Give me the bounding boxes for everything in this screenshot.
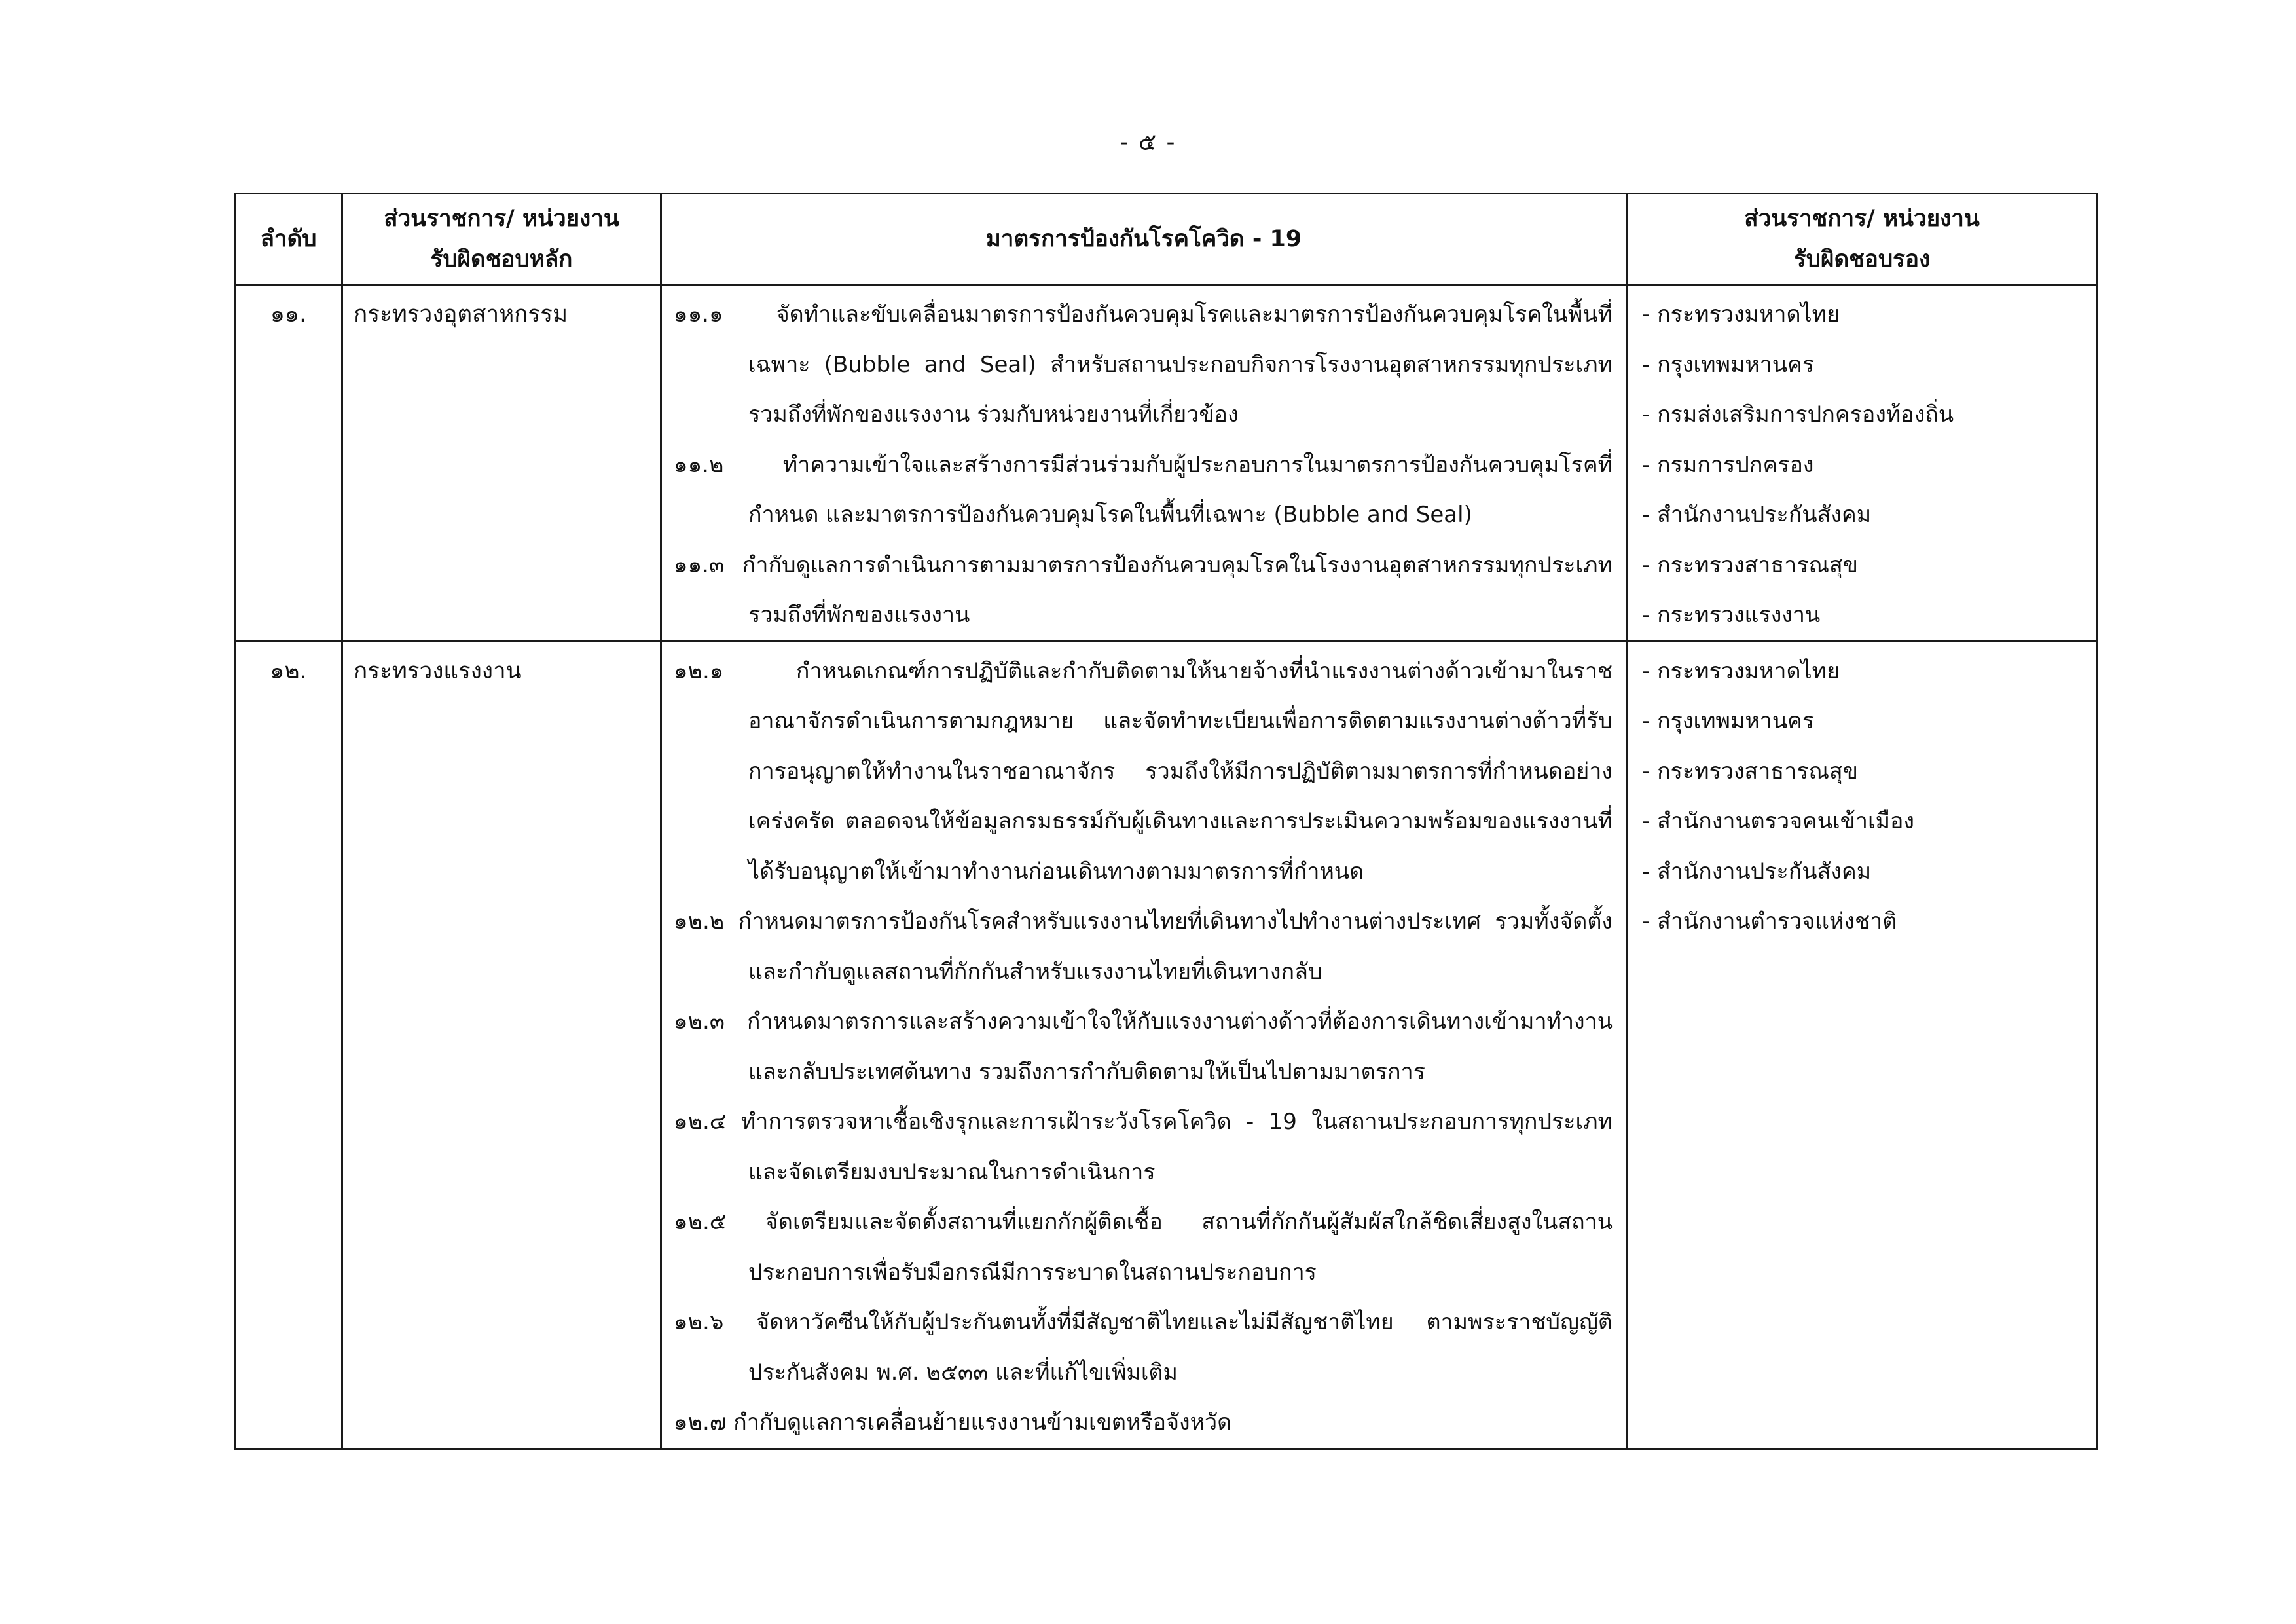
support-agency-item: - กรุงเทพมหานคร [1642, 351, 1815, 378]
measures-cell [661, 641, 1627, 1449]
measures-cell [661, 285, 1627, 642]
support-agency-item: - กระทรวงสาธารณสุข [1642, 758, 1859, 784]
measure-item: ๑๒.๓ กำหนดมาตรการและสร้างความเข้าใจให้กับแรงงานต่างด้าวที่ต้องการเดินทางเข้ามาทำงาน และกลับประเทศต้นทาง รวมถึงการกำกับติดตามให้เป็นไปตามมาตรการ [674, 1008, 1613, 1085]
header-main-agency-line1: ส่วนราชการ/ หน่วยงาน [384, 206, 619, 232]
support-agency-item: - สำนักงานประกันสังคม [1642, 858, 1872, 885]
row-number: ๑๒. [235, 641, 342, 1449]
header-measures [661, 194, 1627, 285]
table-row [235, 641, 2098, 1449]
support-agency-item: - สำนักงานตรวจคนเข้าเมือง [1642, 808, 1915, 834]
support-agency-item: - กรมส่งเสริมการปกครองท้องถิ่น [1642, 401, 1954, 428]
support-agencies-cell [1627, 641, 2098, 1449]
main-agency: กระทรวงแรงงาน [342, 641, 661, 1449]
measures-table [234, 193, 2098, 1450]
header-row [235, 194, 2098, 285]
measure-item: ๑๑.๑ จัดทำและขับเคลื่อนมาตรการป้องกันควบคุมโรคและมาตรการป้องกันควบคุมโรคในพื้นที่เฉพาะ (Bubble and Seal) สำหรับสถานประกอบกิจการโรงงานอุตสาหกรรมทุกประเภท รวมถึงที่พักของแรงงาน ร่วมกับหน่วยงานที่เกี่ยวข้อง [674, 301, 1613, 428]
header-main-agency-line2: รับผิดชอบหลัก [430, 246, 573, 272]
support-agency-item: - กระทรวงมหาดไทย [1642, 301, 1840, 327]
header-support-agency-line2: รับผิดชอบรอง [1793, 246, 1931, 272]
support-agency-item: - กระทรวงมหาดไทย [1642, 657, 1840, 684]
main-agency: กระทรวงอุตสาหกรรม [342, 285, 661, 642]
measure-item: ๑๒.๒ กำหนดมาตรการป้องกันโรคสำหรับแรงงานไทยที่เดินทางไปทำงานต่างประเทศ รวมทั้งจัดตั้งและกำกับดูแลสถานที่กักกันสำหรับแรงงานไทยที่เดินทางกลับ [674, 908, 1613, 985]
measure-item: ๑๒.๔ ทำการตรวจหาเชื้อเชิงรุกและการเฝ้าระวังโรคโควิด - 19 ในสถานประกอบการทุกประเภท และจัดเตรียมงบประมาณในการดำเนินการ [674, 1109, 1613, 1185]
header-measures-label: มาตรการป้องกันโรคโควิด - 19 [985, 226, 1302, 252]
measure-item: ๑๑.๓ กำกับดูแลการดำเนินการตามมาตรการป้องกันควบคุมโรคในโรงงานอุตสาหกรรมทุกประเภท รวมถึงที่พักของแรงงาน [674, 551, 1613, 628]
measure-item: ๑๒.๕ จัดเตรียมและจัดตั้งสถานที่แยกกักผู้ติดเชื้อ สถานที่กักกันผู้สัมผัสใกล้ชิดเสี่ยงสูงในสถานประกอบการเพื่อรับมือกรณีมีการระบาดในสถานประกอบการ [674, 1209, 1613, 1285]
row-number: ๑๑. [235, 285, 342, 642]
header-no [235, 194, 342, 285]
measure-item: ๑๑.๒ ทำความเข้าใจและสร้างการมีส่วนร่วมกับผู้ประกอบการในมาตรการป้องกันควบคุมโรคที่กำหนด และมาตรการป้องกันควบคุมโรคในพื้นที่เฉพาะ (Bubble and Seal) [674, 451, 1613, 528]
support-agency-item: - สำนักงานตำรวจแห่งชาติ [1642, 908, 1897, 934]
support-agency-item: - กรุงเทพมหานคร [1642, 708, 1815, 734]
table-row [235, 285, 2098, 642]
support-agency-item: - สำนักงานประกันสังคม [1642, 502, 1872, 528]
header-main-agency [342, 194, 661, 285]
header-support-agency-line1: ส่วนราชการ/ หน่วยงาน [1744, 206, 1980, 232]
measure-item: ๑๒.๑ กำหนดเกณฑ์การปฏิบัติและกำกับติดตามให้นายจ้างที่นำแรงงานต่างด้าวเข้ามาในราชอาณาจักรดำเนินการตามกฎหมาย และจัดทำทะเบียนเพื่อการติดตามแรงงานต่างด้าวที่รับการอนุญาตให้ทำงานในราชอาณาจักร รวมถึงให้มีการปฏิบัติตามมาตรการที่กำหนดอย่างเคร่งครัด ตลอดจนให้ข้อมูลกรมธรรม์กับผู้เดินทางและการประเมินความพร้อมของแรงงานที่ได้รับอนุญาตให้เข้ามาทำงานก่อนเดินทางตามมาตรการที่กำหนด [674, 657, 1613, 885]
page-number: - ๕ - [1120, 129, 1176, 156]
measure-item: ๑๒.๖ จัดหาวัคซีนให้กับผู้ประกันตนทั้งที่มีสัญชาติไทยและไม่มีสัญชาติไทย ตามพระราชบัญญัติประกันสังคม พ.ศ. ๒๕๓๓ และที่แก้ไขเพิ่มเติม [674, 1309, 1613, 1386]
measure-item: ๑๒.๗ กำกับดูแลการเคลื่อนย้ายแรงงานข้ามเขตหรือจังหวัด [674, 1409, 1232, 1435]
header-no-label: ลำดับ [260, 226, 317, 252]
support-agency-item: - กรมการปกครอง [1642, 451, 1814, 478]
support-agency-item: - กระทรวงแรงงาน [1642, 602, 1821, 628]
support-agency-item: - กระทรวงสาธารณสุข [1642, 551, 1859, 578]
header-support-agency [1627, 194, 2098, 285]
support-agencies-cell [1627, 285, 2098, 642]
